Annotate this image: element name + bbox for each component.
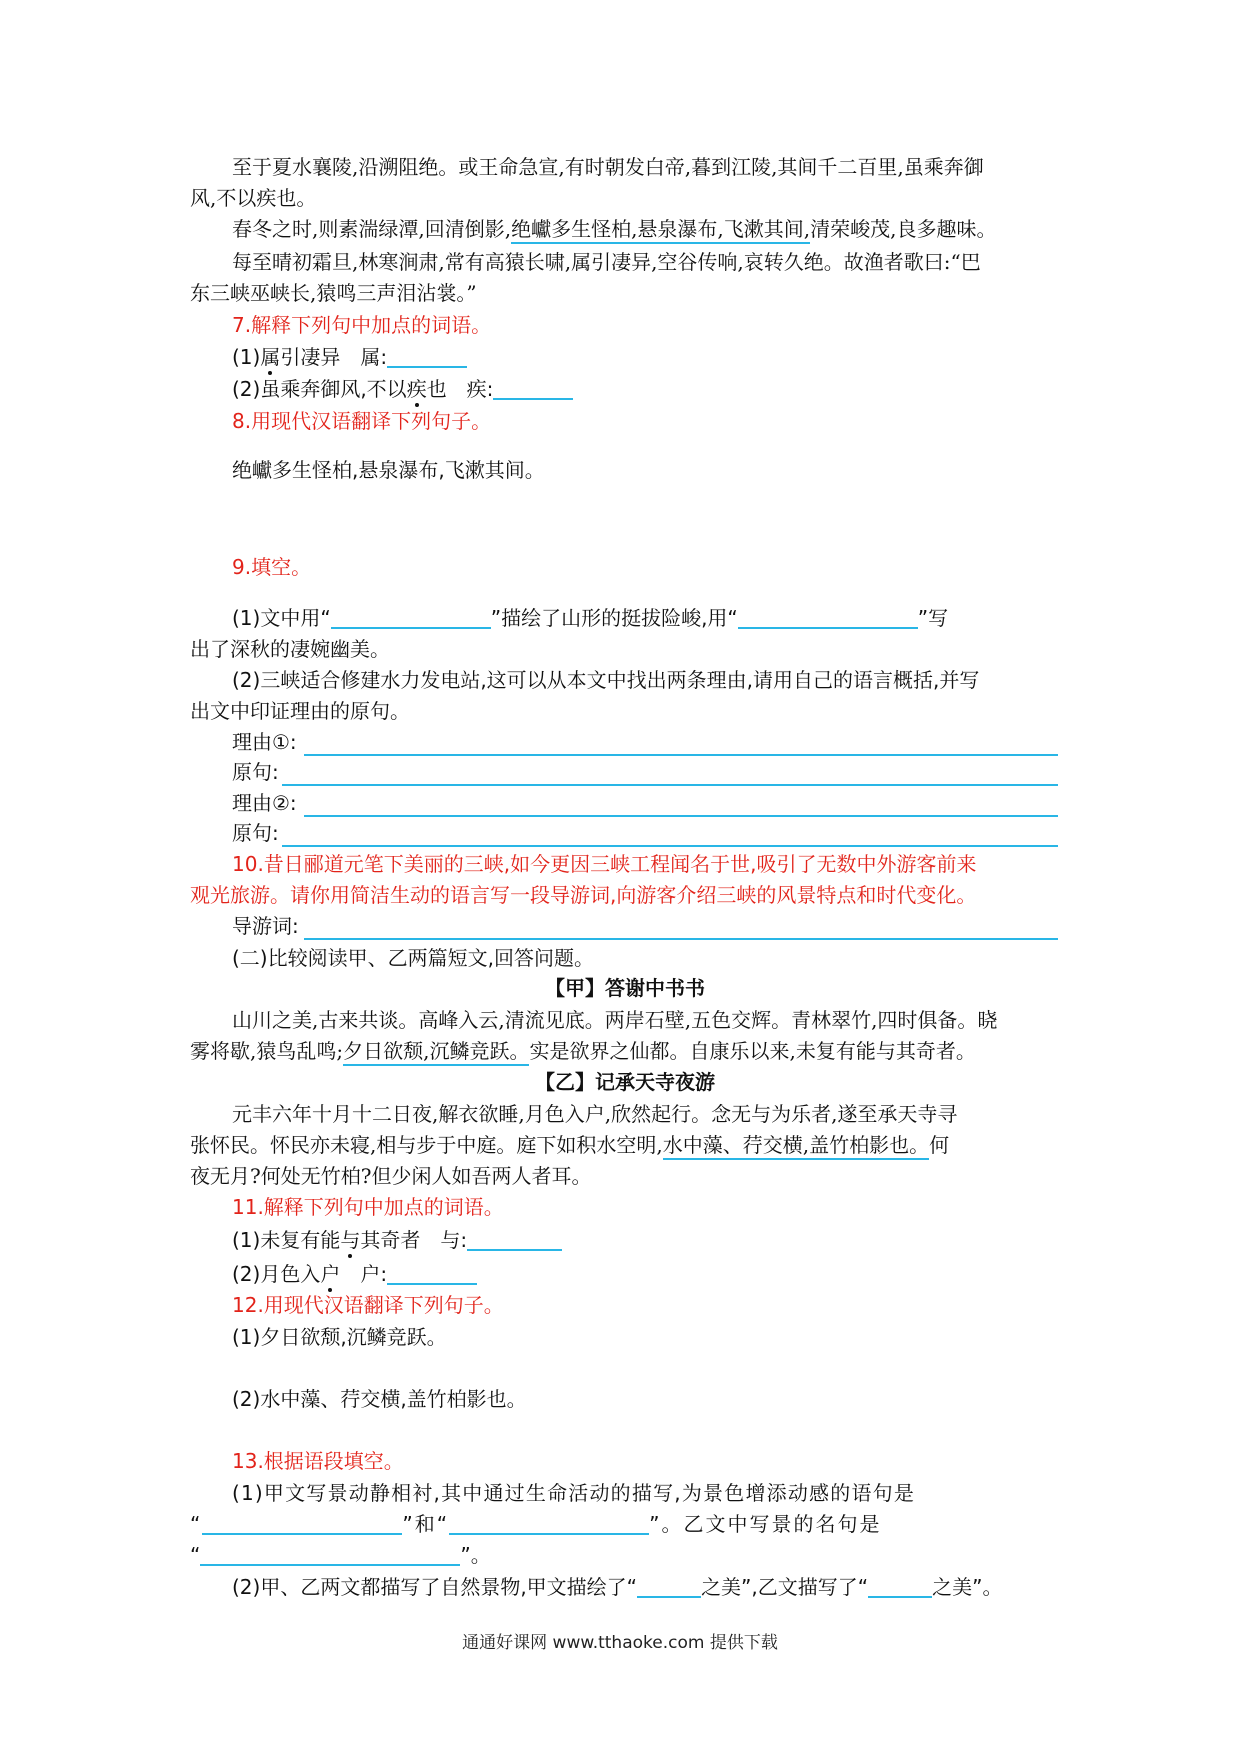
question-12-title: 12.用现代汉语翻译下列句子。	[232, 1293, 504, 1317]
passage-line: 至于夏水襄陵,沿溯阻绝。或王命急宣,有时朝发白帝,暮到江陵,其间千二百里,虽乘奔御	[232, 155, 984, 179]
question-11-item-1	[232, 1225, 1060, 1255]
dotted-word: 与	[340, 1228, 361, 1252]
answer-blank[interactable]	[637, 1574, 701, 1598]
yi-line: 夜无月?何处无竹柏?但少闲人如吾两人者耳。	[190, 1164, 592, 1188]
item-text: (1)	[232, 345, 261, 369]
item-text: 引凄异 属:	[280, 345, 388, 369]
question-13-item-2	[232, 1572, 1060, 1602]
yi-line: 元丰六年十月十二日夜,解衣欲睡,月色入户,欣然起行。念无与为乐者,遂至承天寺寻	[232, 1102, 958, 1126]
dotted-word: 疾	[406, 377, 427, 401]
original-2-label: 原句:	[232, 821, 279, 845]
jia-line: 山川之美,古来共谈。高峰入云,清流见底。两岸石壁,五色交辉。青林翠竹,四时俱备。晓	[232, 1008, 998, 1032]
reason-1-label: 理由①:	[232, 730, 297, 754]
passage-text: 何	[929, 1133, 950, 1157]
item-text: 之美”。	[932, 1575, 1003, 1599]
question-9-item-1	[232, 603, 1060, 633]
answer-blank[interactable]	[449, 1511, 649, 1535]
answer-line[interactable]	[304, 938, 1058, 940]
question-8-title: 8.用现代汉语翻译下列句子。	[232, 409, 492, 433]
question-11-item-2	[232, 1259, 1060, 1289]
answer-blank[interactable]	[202, 1511, 402, 1535]
answer-blank[interactable]	[200, 1542, 460, 1566]
item-text: ”。	[460, 1543, 491, 1567]
question-13-title: 13.根据语段填空。	[232, 1449, 404, 1473]
item-text: (2)月色入	[232, 1262, 321, 1286]
passage-text: 实是欲界之仙都。自康乐以来,未复有能与其奇者。	[529, 1039, 976, 1063]
question-7-item-1	[232, 342, 1060, 372]
question-9-item-2-cont: 出文中印证理由的原句。	[190, 699, 410, 723]
passage-text: 雾将歇,猿鸟乱鸣;	[190, 1039, 344, 1063]
answer-line[interactable]	[304, 754, 1058, 756]
reason-2-label: 理由②:	[232, 791, 297, 815]
question-8-sentence: 绝巘多生怪柏,悬泉瀑布,飞漱其间。	[232, 458, 545, 482]
guide-label: 导游词:	[232, 914, 299, 938]
question-13-item-1-cont	[190, 1509, 1060, 1539]
yi-line	[190, 1130, 1060, 1160]
item-text: 其奇者 与:	[360, 1228, 468, 1252]
question-9-item-2: (2)三峡适合修建水力发电站,这可以从本文中找出两条理由,请用自己的语言概括,并写	[232, 668, 980, 692]
item-text: 户:	[340, 1262, 388, 1286]
yi-title: 【乙】记承天寺夜游	[535, 1070, 715, 1094]
answer-blank[interactable]	[467, 1227, 562, 1251]
answer-blank[interactable]	[493, 376, 573, 400]
passage-line: 每至晴初霜旦,林寒涧肃,常有高猿长啸,属引凄异,空谷传响,哀转久绝。故渔者歌曰:“巴	[232, 250, 981, 274]
item-text: ”写	[917, 606, 949, 630]
item-text: ”。乙文中写景的名句是	[649, 1512, 882, 1536]
question-9-title: 9.填空。	[232, 555, 312, 579]
item-text: 也 疾:	[426, 377, 494, 401]
question-13-item-1-cont	[190, 1540, 1060, 1570]
page-footer: 通通好课网 www.tthaoke.com 提供下载	[462, 1633, 778, 1653]
passage-line	[232, 214, 1060, 244]
section-2-heading: (二)比较阅读甲、乙两篇短文,回答问题。	[232, 946, 594, 970]
answer-line[interactable]	[282, 845, 1058, 847]
underlined-sentence: 绝巘多生怪柏,悬泉瀑布,飞漱其间,	[511, 217, 810, 244]
item-text: (1)文中用“	[232, 606, 331, 630]
underlined-sentence: 水中藻、荇交横,盖竹柏影也。	[663, 1133, 929, 1160]
item-text: “	[190, 1512, 203, 1536]
answer-blank[interactable]	[387, 344, 467, 368]
question-7-item-2	[232, 374, 1060, 404]
question-7-title: 7.解释下列句中加点的词语。	[232, 313, 492, 337]
question-12-item-2: (2)水中藻、荇交横,盖竹柏影也。	[232, 1387, 527, 1411]
underlined-sentence: 夕日欲颓,沉鳞竞跃。	[343, 1039, 529, 1066]
question-9-item-1-cont: 出了深秋的凄婉幽美。	[190, 637, 390, 661]
passage-line: 东三峡巫峡长,猿鸣三声泪沾裳。”	[190, 281, 477, 305]
answer-blank[interactable]	[331, 605, 491, 629]
jia-title: 【甲】答谢中书书	[545, 976, 705, 1000]
dotted-word: 属	[260, 345, 281, 369]
passage-text: 张怀民。怀民亦未寝,相与步于中庭。庭下如积水空明,	[190, 1133, 663, 1157]
item-text: (2)虽乘奔御风,不以	[232, 377, 407, 401]
passage-text: 清荣峻茂,良多趣味。	[810, 217, 997, 241]
item-text: 之美”,乙文描写了“	[701, 1575, 869, 1599]
dotted-word: 户	[320, 1262, 341, 1286]
answer-line[interactable]	[304, 815, 1058, 817]
question-10-line: 10.昔日郦道元笔下美丽的三峡,如今更因三峡工程闻名于世,吸引了无数中外游客前来	[232, 852, 977, 876]
item-text: (2)甲、乙两文都描写了自然景物,甲文描绘了“	[232, 1575, 638, 1599]
item-text: “	[190, 1543, 201, 1567]
answer-blank[interactable]	[387, 1261, 477, 1285]
item-text: ”描绘了山形的挺拔险峻,用“	[490, 606, 738, 630]
jia-line	[190, 1036, 1060, 1066]
question-12-item-1: (1)夕日欲颓,沉鳞竞跃。	[232, 1325, 447, 1349]
item-text: (1)未复有能	[232, 1228, 341, 1252]
question-13-item-1: (1)甲文写景动静相衬,其中通过生命活动的描写,为景色增添动感的语句是	[232, 1481, 916, 1505]
question-10-line: 观光旅游。请你用简洁生动的语言写一段导游词,向游客介绍三峡的风景特点和时代变化。	[190, 883, 977, 907]
passage-line: 风,不以疾也。	[190, 186, 317, 210]
original-1-label: 原句:	[232, 760, 279, 784]
answer-blank[interactable]	[868, 1574, 932, 1598]
question-11-title: 11.解释下列句中加点的词语。	[232, 1195, 504, 1219]
answer-line[interactable]	[282, 784, 1058, 786]
item-text: ”和“	[402, 1512, 450, 1536]
answer-blank[interactable]	[738, 605, 918, 629]
passage-text: 春冬之时,则素湍绿潭,回清倒影,	[232, 217, 512, 241]
